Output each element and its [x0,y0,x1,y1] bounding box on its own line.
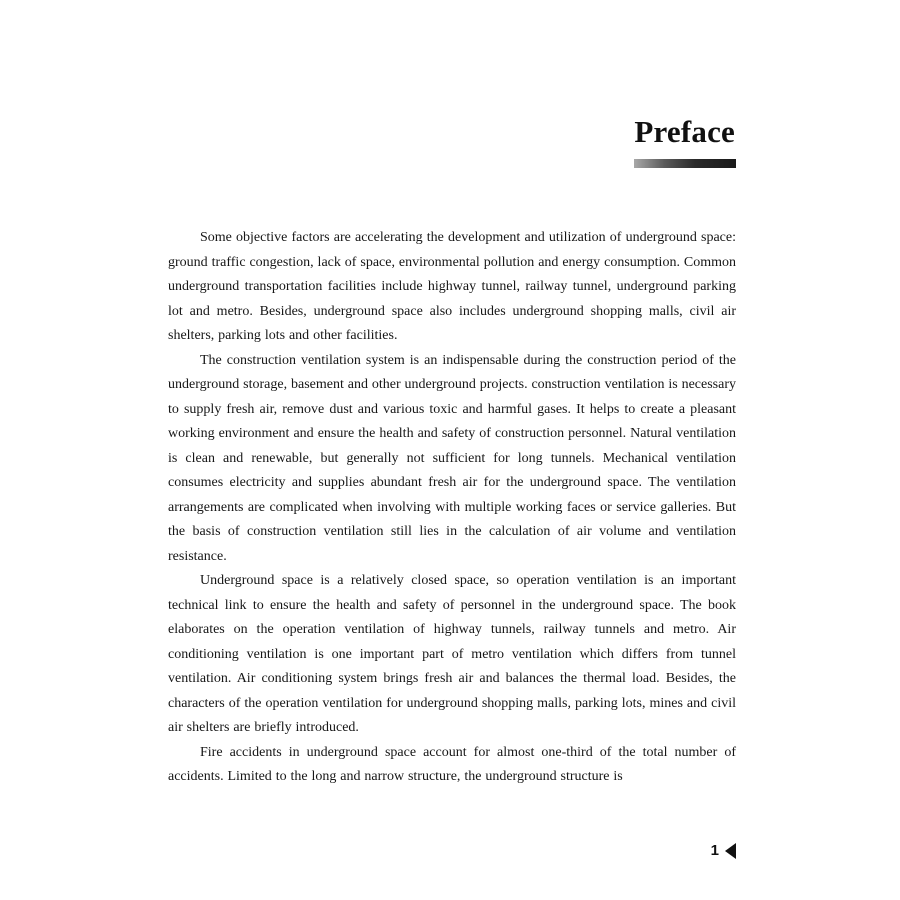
page-footer [711,842,736,860]
page-number: 1 [710,842,719,859]
title-underline-bar [634,159,736,168]
paragraph-1: Some objective factors are accelerating the development and utilization of underground space: ground traffic congestion, lack of space, environmental pollution and energy consumption. Common underground transportation facilities include highway tunnel, railway tunnel, underground parking lot and metro. Besides, underground space also includes underground shopping malls, civil air shelters, parking lots and other facilities. [168,230,736,343]
paragraph-2: The construction ventilation system is an indispensable during the construction period of the underground storage, basement and other underground projects. construction ventilation is necessary to supply fresh air, remove dust and various toxic and harmful gases. It helps to create a pleasant working environment and ensure the health and safety of construction personnel. Natural ventilation is clean and renewable, but generally not sufficient for long tunnels. Mechanical ventilation consumes electricity and supplies abundant fresh air for the underground space. The ventilation arrangements are complicated when involving with multiple working faces or service galleries. But the basis of construction ventilation still lies in the calculation of air volume and ventilation resistance. [168,352,736,564]
paragraph-3: Underground space is a relatively closed space, so operation ventilation is an important technical link to ensure the health and safety of personnel in the underground space. The book elaborates on the operation ventilation of highway tunnels, railway tunnels and metro. Air conditioning ventilation is one important part of metro ventilation which differs from tunnel ventilation. Air conditioning system brings fresh air and balances the thermal load. Besides, the characters of the operation ventilation for underground shopping malls, parking lots, mines and civil air shelters are briefly introduced. [168,573,736,735]
paragraph-4: Fire accidents in underground space account for almost one-third of the total number of accidents. Limited to the long and narrow structure, the underground structure is [168,744,736,784]
left-triangle-icon [725,843,736,859]
page-title: Preface [634,114,735,149]
body-text [168,226,736,790]
